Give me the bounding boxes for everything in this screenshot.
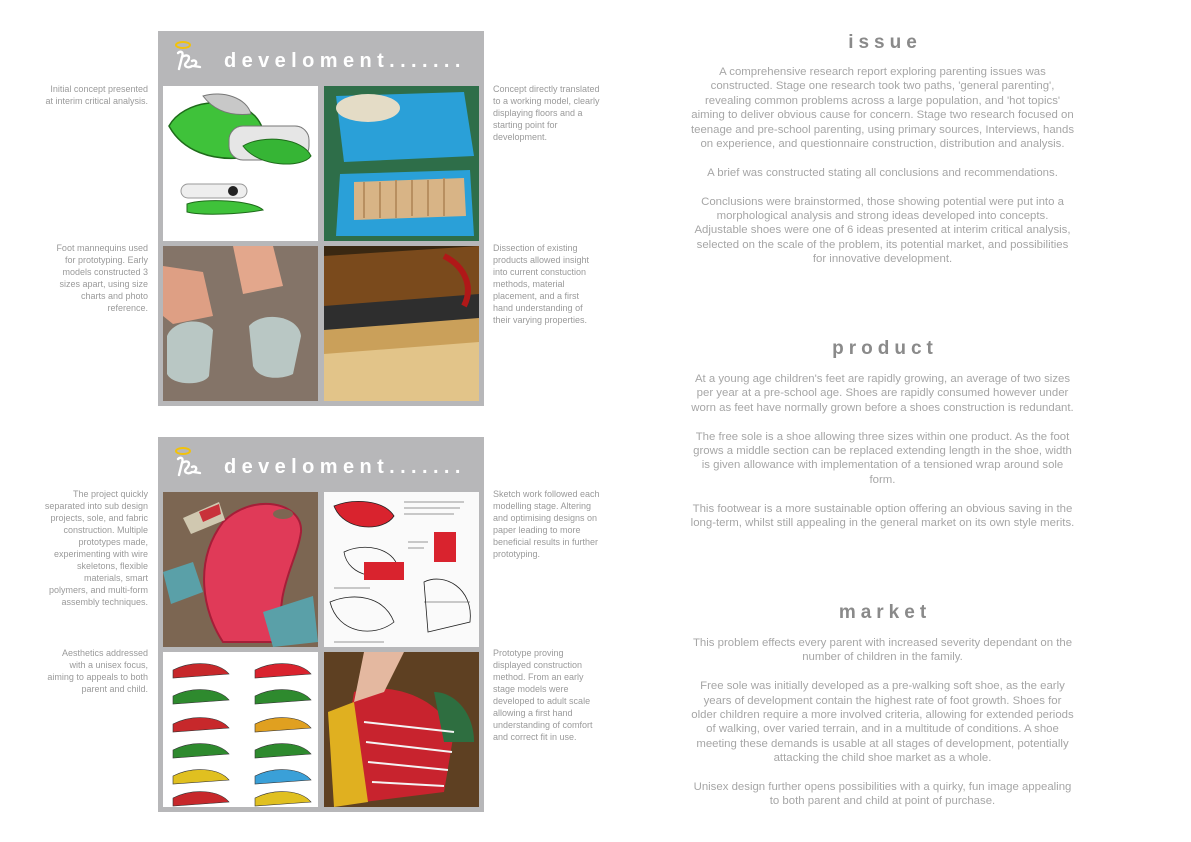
market-paragraph: Unisex design further opens possibilities with a quirky, fun image appealing to both parent and child at point of purchase. <box>693 781 1072 808</box>
market-paragraph: This problem effects every parent with increased severity dependant on the number of children in the family. <box>692 637 1073 664</box>
free-sole-logo-icon <box>170 445 206 481</box>
foam-model-photo <box>324 86 479 241</box>
issue-paragraph: A brief was constructed stating all conclusions and recommendations. <box>707 166 1058 179</box>
product-paragraph: The free sole is a shoe allowing three sizes within one product. As the foot grows a middle section can be replaced extending length in the shoe, width is given allowance with implementation of a tensioned wrap around sole form. <box>693 430 1072 486</box>
concept-render-photo <box>163 86 318 241</box>
product-paragraph: At a young age children's feet are rapidly growing, an average of two sizes per year at a pre-school age. Shoes are rapidly consumed however under worn as feet have normally grown before a shoes construction is redundant. <box>691 373 1074 414</box>
note-dissection: Dissection of existing products allowed insight into current constuction methods, material placement, and a first hand understanding of their varying properties. <box>493 243 590 325</box>
free-sole-logo-icon <box>170 39 206 75</box>
issue-paragraph: A comprehensive research report exploring parenting issues was constructed. Stage one research took two paths, 'general parenting', revealing common problems across a large population, and 'hot topics' aiming to deliver obvious cause for concern. Stage two research focused on teenage and pre-school parenting, using primary sources, Interviews, hands on experience, and questionnaire construction, distribution and analysis. <box>690 66 1075 151</box>
issue-body <box>690 65 1075 281</box>
note-aesthetics: Aesthetics addressed with a unisex focus, aiming to appeals to both parent and child. <box>47 648 148 694</box>
note-foot-mannequins: Foot mannequins used for prototyping. Early models constructed 3 sizes apart, using size charts and photo reference. <box>56 243 148 313</box>
issue-paragraph: Conclusions were brainstormed, those showing potential were put into a morphological analysis and strong ideas developed into concepts. Adjustable shoes were one of 6 ideas presented at interim critical analysis, selected on the scale of the problem, its potential market, and possibilities for innovative development. <box>694 195 1071 266</box>
shoe-dissection-photo <box>324 246 479 401</box>
product-paragraph: This footwear is a more sustainable option offering an obvious saving in the long-term, whilst still appealing in the general market on its own style merits. <box>690 502 1075 530</box>
development-panel-2 <box>158 437 484 812</box>
market-body <box>690 636 1075 823</box>
sketch-sheet-photo <box>324 492 479 647</box>
development-panel-1 <box>158 31 484 406</box>
market-heading: market <box>838 602 932 623</box>
note-sub-projects: The project quickly separated into sub design projects, sole, and fabric construction. Multiple prototypes made, experimenting with wire skeletons, flexible materials, smart polymers, and multi-form assembly techniques. <box>44 489 148 607</box>
product-body <box>690 372 1075 545</box>
foot-mannequins-photo <box>163 246 318 401</box>
prototype-proving-photo <box>324 652 479 807</box>
note-working-model: Concept directly translated to a working model, clearly displaying floors and a starting point for development. <box>493 84 600 142</box>
issue-heading: issue <box>848 32 922 53</box>
market-paragraph: Free sole was initially developed as a pre-walking soft shoe, as the early years of development contain the highest rate of foot growth. Shoes for older children require a more involved criteria, allowing for extended periods of walking, over varied terrain, and in a multitude of conditions. A shoe meeting these demands is usable at all stages of development, potentially attacking the child shoe market as a whole. <box>691 680 1074 765</box>
panel-title: develoment....... <box>224 50 466 72</box>
note-initial-concept: Initial concept presented at interim critical analysis. <box>45 84 148 106</box>
panel-title: develoment....... <box>224 456 466 478</box>
product-heading: product <box>832 338 938 359</box>
note-prototype-proving: Prototype proving displayed construction method. From an early stage models were developed to adult scale allowing a first hand understanding of comfort and correct fit in use. <box>493 648 593 742</box>
note-sketch-work: Sketch work followed each modelling stage. Altering and optimising designs on paper leading to more beneficial results in further prototyping. <box>493 489 600 559</box>
sole-prototype-photo <box>163 492 318 647</box>
panel-header <box>158 31 484 83</box>
aesthetics-range-photo <box>163 652 318 807</box>
panel-header <box>158 437 484 489</box>
